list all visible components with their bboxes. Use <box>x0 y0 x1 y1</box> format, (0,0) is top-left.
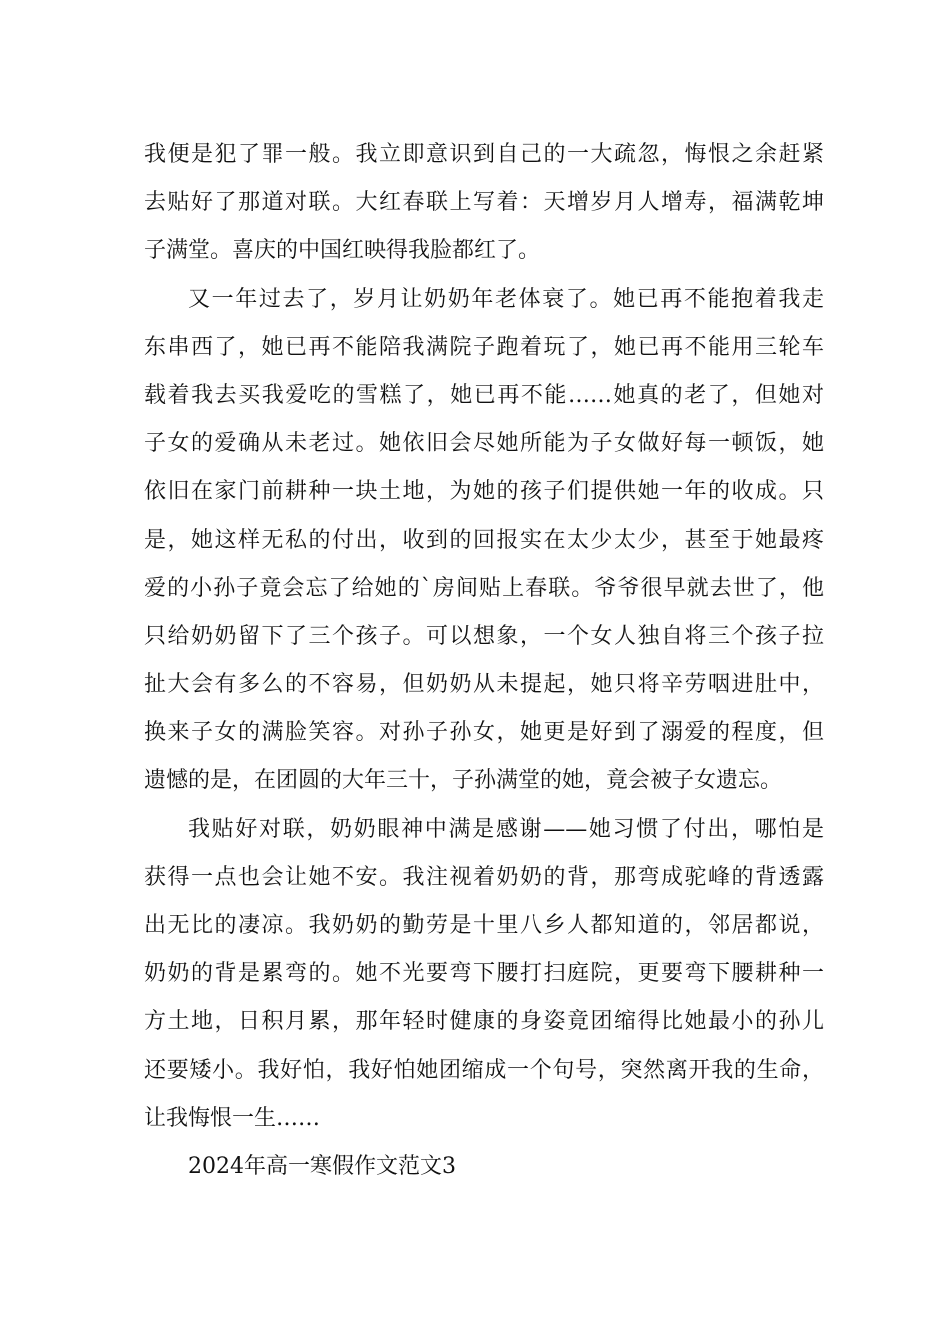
text-line: 还要矮小。我好怕，我好怕她团缩成一个句号，突然离开我的生命， <box>144 1057 824 1083</box>
paragraph-1 <box>144 131 824 276</box>
text-line: 子满堂。喜庆的中国红映得我脸都红了。 <box>144 238 541 264</box>
text-line: 奶奶的背是累弯的。她不光要弯下腰打扫庭院，更要弯下腰耕种一 <box>144 961 824 987</box>
text-line: 让我悔恨一生…… <box>144 1105 321 1131</box>
text-line: 爱的小孙子竟会忘了给她的`房间贴上春联。爷爷很早就去世了，他 <box>144 575 824 601</box>
text-line: 依旧在家门前耕种一块土地，为她的孩子们提供她一年的收成。只 <box>144 479 824 505</box>
text-line: 又一年过去了，岁月让奶奶年老体衰了。她已再不能抱着我走 <box>188 286 824 312</box>
text-line: 只给奶奶留下了三个孩子。可以想象，一个女人独自将三个孩子拉 <box>144 623 824 649</box>
text-line: 遗憾的是，在团圆的大年三十，子孙满堂的她，竟会被子女遗忘。 <box>144 768 783 794</box>
text-line: 出无比的凄凉。我奶奶的勤劳是十里八乡人都知道的，邻居都说， <box>144 913 824 938</box>
document-body <box>144 131 824 1191</box>
text-line: 扯大会有多么的不容易，但奶奶从未提起，她只将辛劳咽进肚中， <box>144 672 824 698</box>
section-heading: 2024年高一寒假作文范文3 <box>188 1153 456 1179</box>
text-line: 载着我去买我爱吃的雪糕了，她已再不能……她真的老了，但她对 <box>144 382 824 408</box>
text-line: 获得一点也会让她不安。我注视着奶奶的背，那弯成驼峰的背透露 <box>144 864 824 890</box>
text-line: 子女的爱确从未老过。她依旧会尽她所能为子女做好每一顿饭，她 <box>144 431 824 457</box>
text-line: 东串西了，她已再不能陪我满院子跑着玩了，她已再不能用三轮车 <box>144 334 824 360</box>
text-line: 换来子女的满脸笑容。对孙子孙女，她更是好到了溺爱的程度，但 <box>144 720 824 746</box>
text-line: 去贴好了那道对联。大红春联上写着：天增岁月人增寿，福满乾坤 <box>144 190 824 216</box>
text-line: 我贴好对联，奶奶眼神中满是感谢——她习惯了付出，哪怕是 <box>188 816 824 842</box>
paragraph-3 <box>144 806 824 1143</box>
text-line: 我便是犯了罪一般。我立即意识到自己的一大疏忽，悔恨之余赶紧 <box>144 142 824 167</box>
text-line: 是，她这样无私的付出，收到的回报实在太少太少，甚至于她最疼 <box>144 527 824 553</box>
paragraph-2 <box>144 276 824 806</box>
text-line: 方土地，日积月累，那年轻时健康的身姿竟团缩得比她最小的孙儿 <box>144 1009 824 1035</box>
